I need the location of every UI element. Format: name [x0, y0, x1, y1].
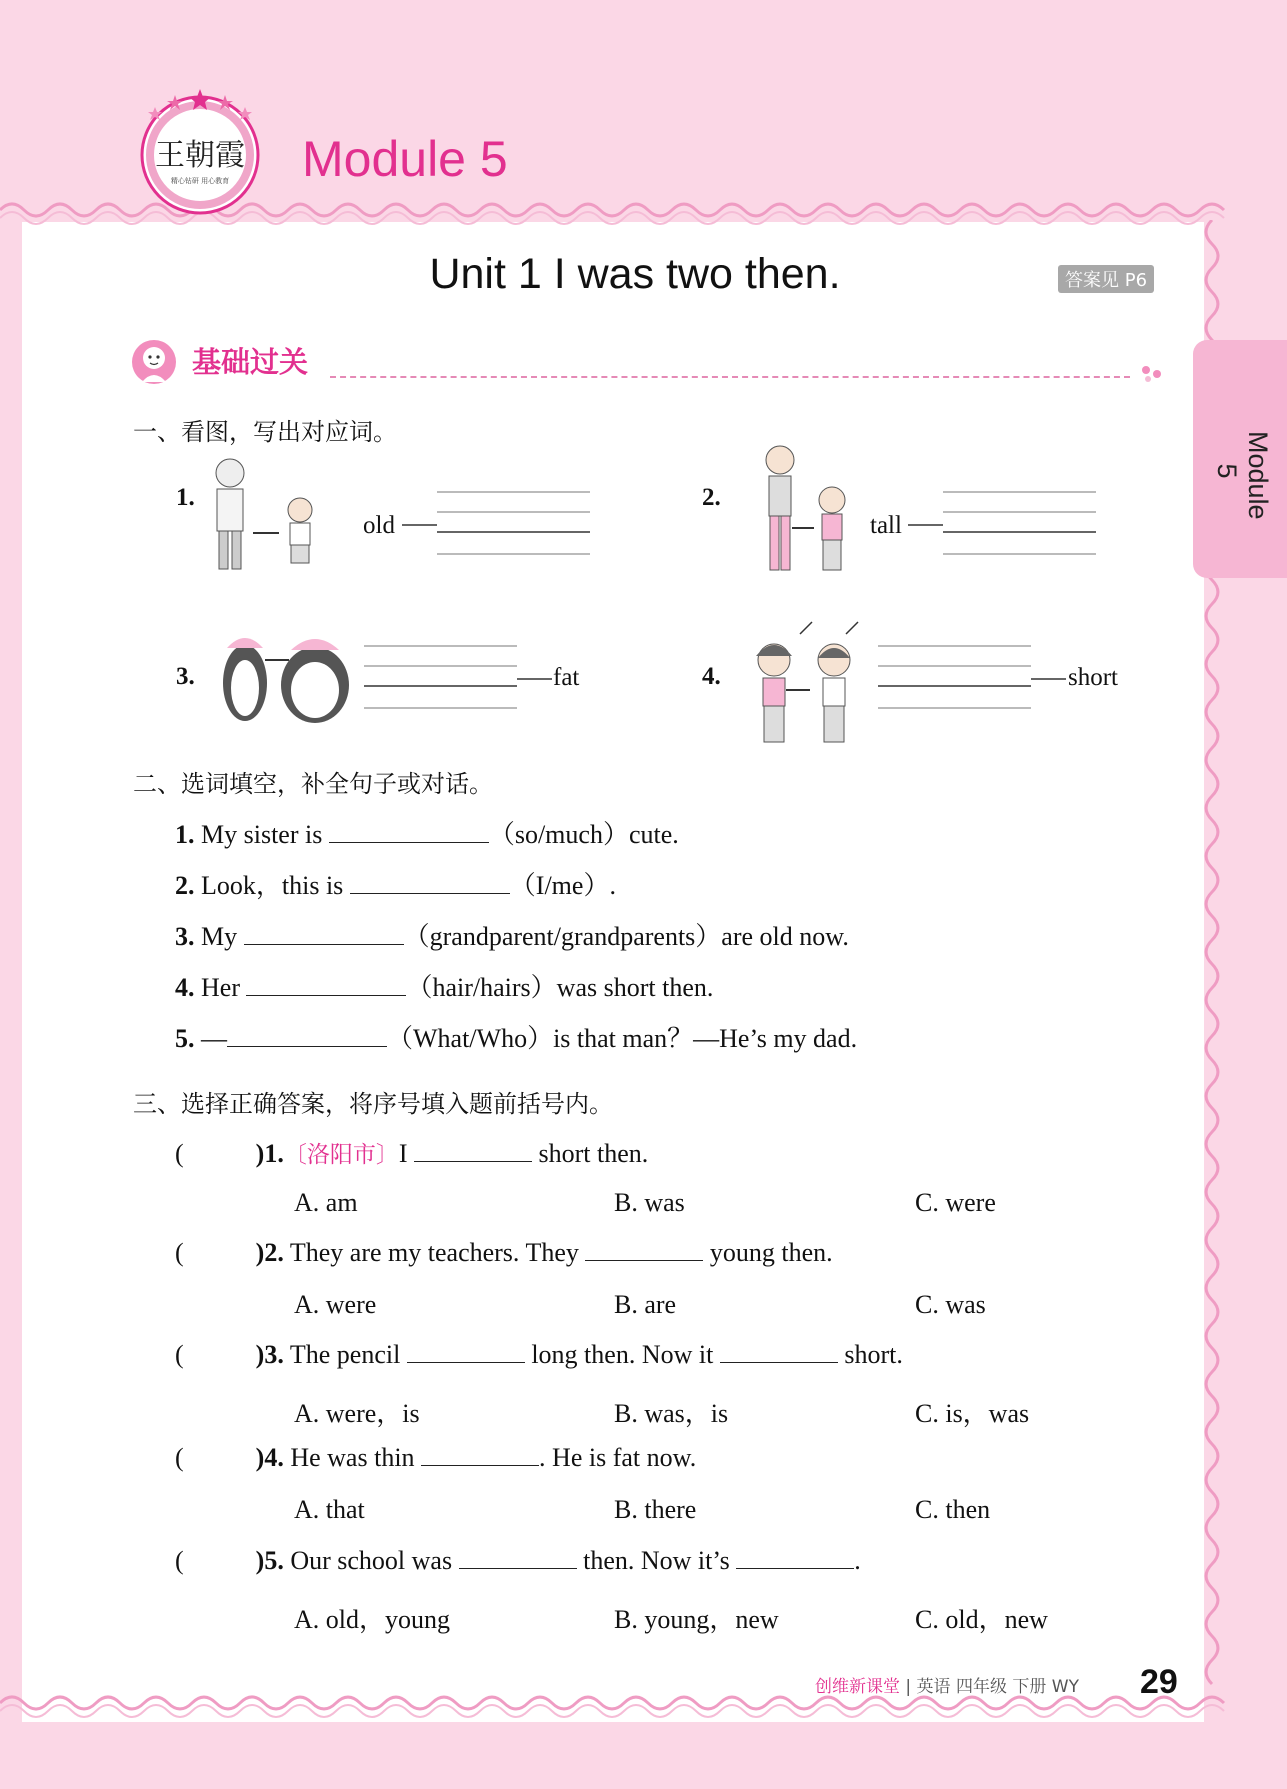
part3-text: He was thin: [290, 1443, 415, 1472]
unit-title: Unit 1 I was two then.: [429, 250, 841, 298]
part2-sentence: [175, 916, 849, 953]
answer-reference-badge: 答案见 P6: [1058, 265, 1154, 293]
answer-blank[interactable]: [407, 1340, 525, 1363]
part2-sentence: [175, 865, 616, 902]
region-tag: 〔洛阳市〕: [283, 1142, 399, 1167]
part3-text: young then.: [709, 1238, 833, 1267]
part2-text: （grandparent/grandparents）are old now.: [403, 922, 849, 951]
part3-question: [175, 1238, 833, 1268]
option-c[interactable]: C. were: [915, 1188, 996, 1217]
part2-text: My sister is: [201, 820, 323, 849]
part3-text: Our school was: [290, 1546, 453, 1575]
footer-wave-border: [0, 1693, 1287, 1723]
answer-blank[interactable]: [329, 820, 489, 843]
writing-lines: [876, 642, 1096, 714]
section-header: [130, 338, 1170, 386]
answer-blank[interactable]: [227, 1024, 387, 1047]
part3-text: then. Now it’s: [583, 1546, 730, 1575]
part3-item-number: )2.: [255, 1238, 284, 1267]
logo-text: 王朝霞: [155, 138, 245, 173]
option-a[interactable]: A. old，young: [294, 1605, 451, 1634]
logo-caption: 精心钻研 用心教育: [170, 177, 230, 185]
answer-blank[interactable]: [720, 1340, 838, 1363]
part2-item-number: 2.: [175, 871, 195, 900]
part1-item-number: 2.: [702, 484, 721, 511]
answer-blank[interactable]: [421, 1443, 539, 1466]
option-b[interactable]: B. was，is: [614, 1399, 729, 1428]
option-b[interactable]: B. there: [614, 1495, 697, 1524]
writing-lines: [402, 488, 592, 560]
footer-brand-name: 创维新课堂: [815, 1677, 900, 1697]
option-a[interactable]: A. were，is: [294, 1399, 420, 1428]
part1-item-number: 4.: [702, 663, 721, 690]
answer-paren[interactable]: (: [175, 1546, 184, 1575]
answer-blank[interactable]: [244, 922, 404, 945]
part3-question: [175, 1340, 903, 1370]
module-title: Module 5: [302, 131, 508, 187]
answer-blank[interactable]: [736, 1546, 854, 1569]
part2-item-number: 3.: [175, 922, 195, 951]
part1-word-short: short: [1068, 664, 1118, 691]
part2-item-number: 4.: [175, 973, 195, 1002]
part2-sentence: [175, 1018, 857, 1055]
part2-text: Her: [201, 973, 240, 1002]
option-a[interactable]: A. am: [294, 1188, 358, 1217]
part2-sentence: [175, 967, 713, 1004]
part3-question: [175, 1546, 861, 1576]
option-b[interactable]: B. are: [614, 1290, 677, 1319]
option-a[interactable]: A. were: [294, 1290, 377, 1319]
part3-item-number: )3.: [255, 1340, 284, 1369]
option-b[interactable]: B. young，new: [614, 1605, 779, 1634]
option-a[interactable]: A. that: [294, 1495, 365, 1524]
answer-paren[interactable]: (: [175, 1340, 184, 1369]
part2-heading: 二、选词填空，补全句子或对话。: [133, 770, 493, 798]
part3-text: .: [854, 1546, 861, 1575]
dots-icon: [1140, 364, 1168, 384]
part3-text: short then.: [538, 1139, 649, 1168]
teacher-avatar-icon: [130, 338, 186, 386]
footer-meta: 英语 四年级 下册 WY: [916, 1677, 1079, 1697]
answer-blank[interactable]: [585, 1238, 703, 1261]
part2-sentence: [175, 814, 679, 851]
part3-text: short.: [844, 1340, 903, 1369]
part1-item-number: 1.: [176, 484, 195, 511]
part2-text: （so/much）cute.: [488, 820, 679, 849]
option-c[interactable]: C. was: [915, 1290, 986, 1319]
page-number: 29: [1140, 1663, 1178, 1701]
answer-blank[interactable]: [459, 1546, 577, 1569]
part1-word-fat: fat: [553, 664, 580, 691]
answer-blank[interactable]: [414, 1139, 532, 1162]
part1-item-number: 3.: [176, 663, 195, 690]
tall-and-short-kids-image: [752, 440, 852, 580]
part3-question: [175, 1136, 648, 1169]
brand-logo: [135, 85, 265, 215]
part3-item-number: )5.: [255, 1546, 284, 1575]
option-b[interactable]: B. was: [614, 1188, 685, 1217]
answer-paren[interactable]: (: [175, 1443, 184, 1472]
writing-lines: [362, 642, 582, 714]
part2-text: Look，this is: [201, 871, 344, 900]
grandpa-and-boy-image: [205, 455, 325, 580]
part3-item-number: )1.: [255, 1139, 284, 1168]
answer-blank[interactable]: [350, 871, 510, 894]
part2-text: （What/Who）is that man？—He’s my dad.: [387, 1024, 858, 1053]
part2-text: —: [201, 1024, 227, 1053]
part3-text: . He is fat now.: [539, 1443, 697, 1472]
section-title: 基础过关: [192, 345, 309, 379]
answer-blank[interactable]: [246, 973, 406, 996]
option-c[interactable]: C. old，new: [915, 1605, 1048, 1634]
answer-paren[interactable]: (: [175, 1238, 184, 1267]
part2-text: My: [201, 922, 238, 951]
part1-heading: 一、看图，写出对应词。: [133, 418, 397, 446]
part2-item-number: 5.: [175, 1024, 195, 1053]
writing-lines: [908, 488, 1098, 560]
part1-word-tall: tall: [870, 512, 902, 539]
part3-item-number: )4.: [255, 1443, 284, 1472]
part2-text: （I/me）.: [509, 871, 616, 900]
part2-text: （hair/hairs）was short then.: [406, 973, 714, 1002]
penguins-image: [213, 628, 353, 728]
long-and-short-hair-girls-image: [740, 620, 860, 750]
part3-text: I: [398, 1139, 408, 1168]
option-c[interactable]: C. is，was: [915, 1399, 1030, 1428]
part3-question: [175, 1443, 696, 1473]
part2-item-number: 1.: [175, 820, 195, 849]
part3-text: They are my teachers. They: [289, 1238, 579, 1267]
part3-text: long then. Now it: [531, 1340, 714, 1369]
answer-paren[interactable]: (: [175, 1139, 184, 1168]
part1-word-old: old: [363, 512, 395, 539]
side-tab-label: Module 5: [1212, 431, 1273, 520]
section-divider: [330, 376, 1130, 378]
footer-brand: 创维新课堂 | 英语 四年级 下册 WY: [815, 1677, 1079, 1697]
part3-text: The pencil: [289, 1340, 401, 1369]
option-c[interactable]: C. then: [915, 1495, 991, 1524]
part3-heading: 三、选择正确答案，将序号填入题前括号内。: [133, 1090, 613, 1118]
